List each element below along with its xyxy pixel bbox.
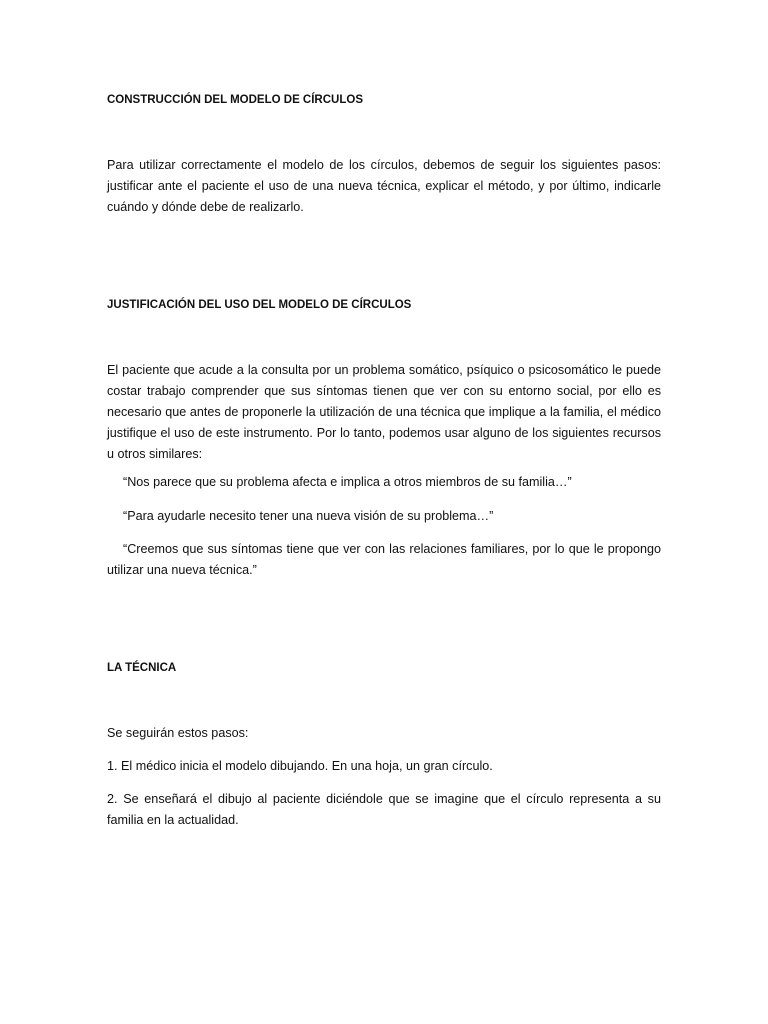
quote-vision: “Para ayudarle necesito tener una nueva visión de su problema…” — [123, 509, 494, 523]
step-item-1: 1. El médico inicia el modelo dibujando. En una hoja, un gran círculo. — [107, 759, 493, 773]
paragraph-paciente: El paciente que acude a la consulta por un problema somático, psíquico o psicosomático le puede costar trabajo comprender que sus síntomas tienen que ver con su entorno social, por ello es necesario que antes de proponerle la utilización de una técnica que implique a la familia, el médico justifique el uso de este instrumento. Por lo tanto, podemos usar alguno de los siguientes recursos u otros similares: — [107, 363, 661, 461]
step-item-2: 2. Se enseñará el dibujo al paciente diciéndole que se imagine que el círculo representa a su familia en la actualidad. — [107, 792, 661, 827]
paragraph-pasos: Para utilizar correctamente el modelo de los círculos, debemos de seguir los siguientes pasos: justificar ante el paciente el uso de una nueva técnica, explicar el método, y por último, indicarle cuándo y dónde debe de realizarlo. — [107, 158, 661, 214]
document-page — [107, 0, 661, 1024]
quote-relaciones: “Creemos que sus síntomas tiene que ver con las relaciones familiares, por lo que le propongo utilizar una nueva técnica.” — [107, 542, 661, 577]
quote-familia: “Nos parece que su problema afecta e implica a otros miembros de su familia…” — [123, 475, 572, 489]
heading-tecnica: LA TÉCNICA — [107, 662, 177, 674]
heading-justificacion: JUSTIFICACIÓN DEL USO DEL MODELO DE CÍRCULOS — [107, 299, 412, 311]
paragraph-intro-pasos: Se seguirán estos pasos: — [107, 726, 249, 740]
heading-construccion: CONSTRUCCIÓN DEL MODELO DE CÍRCULOS — [107, 94, 363, 106]
